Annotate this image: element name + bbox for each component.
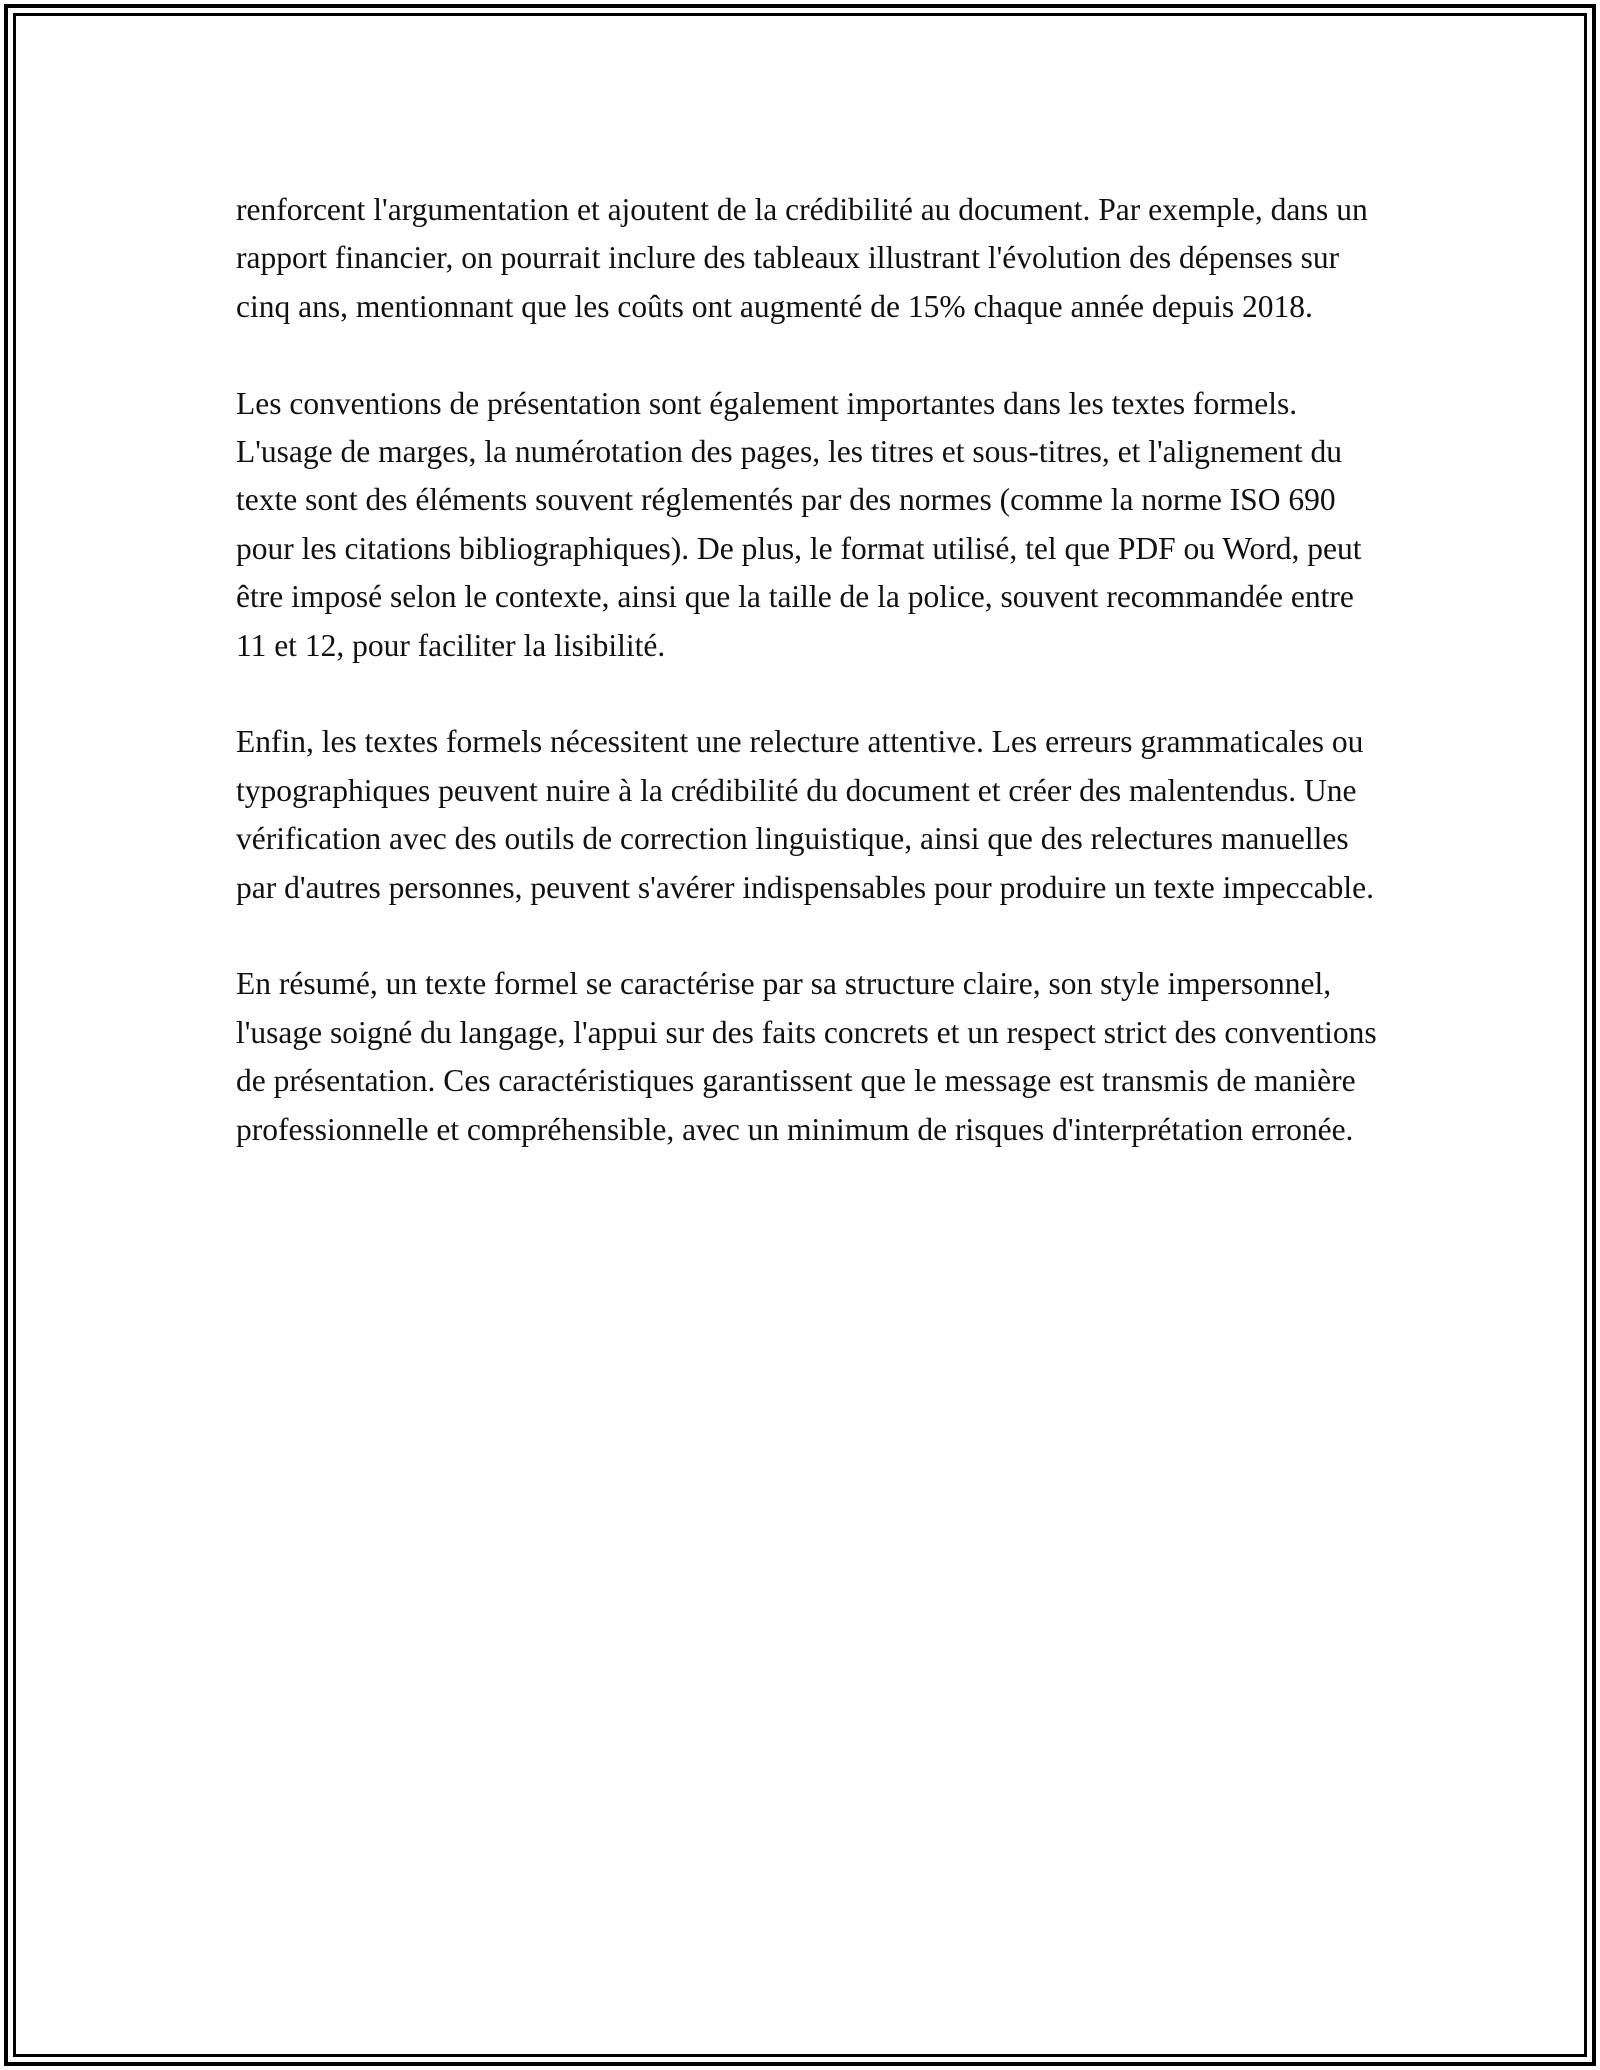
paragraph-3: Enfin, les textes formels nécessitent une relecture attentive. Les erreurs grammaticales ou typographiques peuvent nuire à la crédibilité du document et créer des malentendus. Une vérification avec des outils de correction linguistique, ainsi que des relectures manuelles par d'autres personnes, peuvent s'avérer indispensables pour produire un texte impeccable. <box>236 724 1374 905</box>
document-body <box>236 186 1386 1202</box>
paragraph-4: En résumé, un texte formel se caractérise par sa structure claire, son style impersonnel, l'usage soigné du langage, l'appui sur des faits concrets et un respect strict des conventions de présentation. Ces caractéristiques garantissent que le message est transmis de manière professionnelle et compréhensible, avec un minimum de risques d'interprétation erronée. <box>236 966 1377 1147</box>
paragraph-1: renforcent l'argumentation et ajoutent de la crédibilité au document. Par exemple, dans un rapport financier, on pourrait inclure des tableaux illustrant l'évolution des dépenses sur cinq ans, mentionnant que les coûts ont augmenté de 15% chaque année depuis 2018. <box>236 192 1368 324</box>
paragraph-2: Les conventions de présentation sont également importantes dans les textes formels. L'usage de marges, la numérotation des pages, les titres et sous-titres, et l'alignement du texte sont des éléments souvent réglementés par des normes (comme la norme ISO 690 pour les citations bibliographiques). De plus, le format utilisé, tel que PDF ou Word, peut être imposé selon le contexte, ainsi que la taille de la police, souvent recommandée entre 11 et 12, pour faciliter la lisibilité. <box>236 385 1362 663</box>
